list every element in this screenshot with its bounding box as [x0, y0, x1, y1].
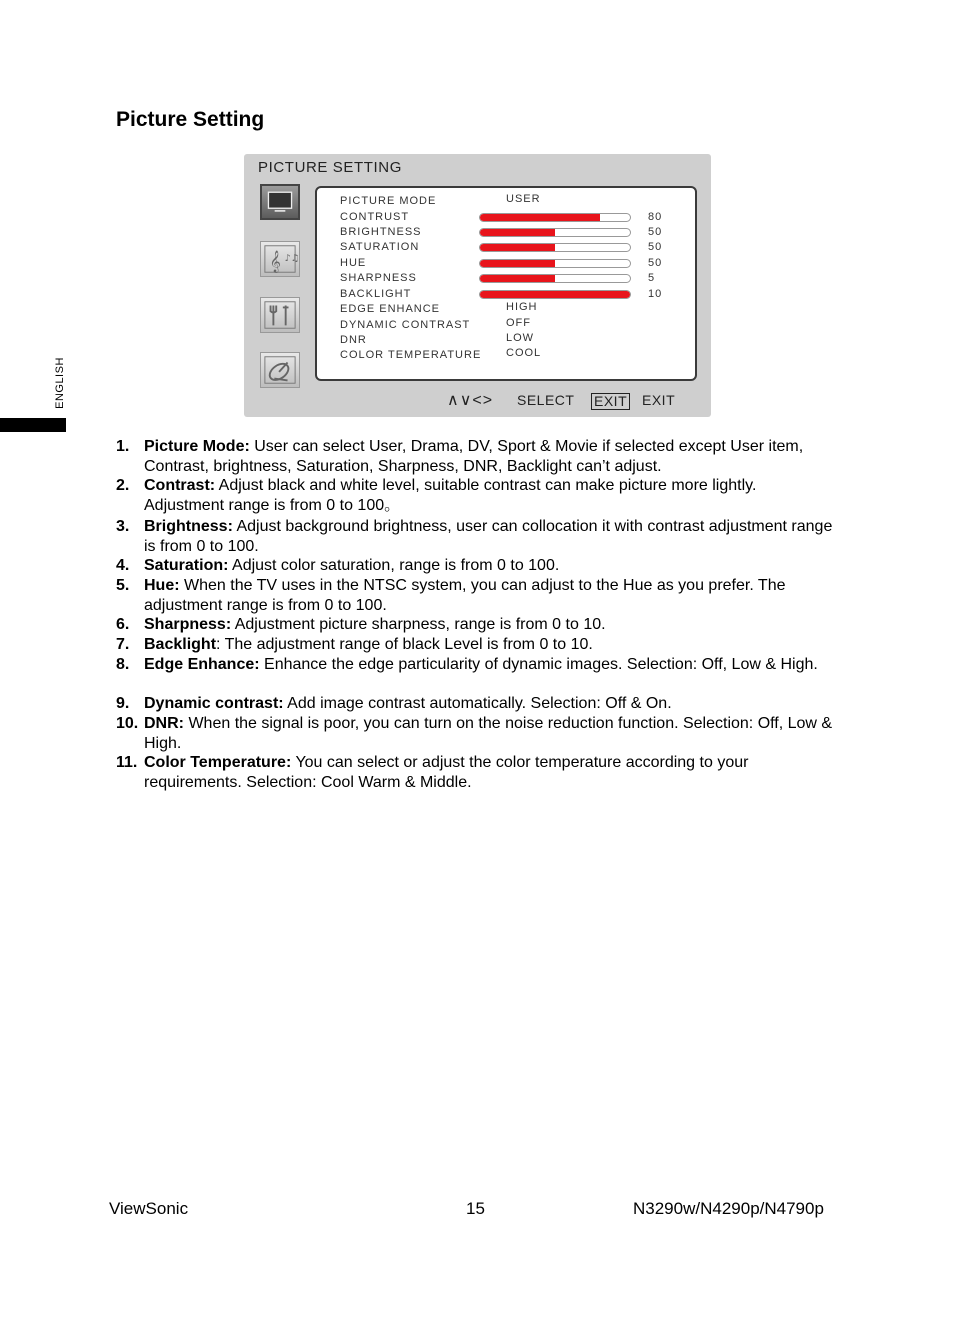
item-term: DNR:	[144, 715, 184, 732]
item-number: 10.	[116, 715, 139, 732]
item-number: 5.	[116, 577, 130, 594]
osd-label: CONTRUST	[340, 211, 410, 223]
picture-icon[interactable]	[260, 184, 300, 220]
language-label: ENGLISH	[54, 357, 66, 409]
item-term: Picture Mode:	[144, 438, 250, 455]
osd-title: PICTURE SETTING	[258, 159, 403, 176]
osd-row-edge-enhance[interactable]	[317, 303, 697, 318]
select-hint: SELECT	[517, 392, 575, 408]
item-text: Adjust background brightness, user can collocation it with contrast adjustment range is from 0 to 100.	[144, 518, 833, 555]
item-term: Sharpness:	[144, 616, 232, 633]
sound-icon[interactable]	[260, 241, 300, 277]
osd-label: DYNAMIC CONTRAST	[340, 319, 471, 331]
exit-hint: EXIT	[642, 392, 676, 408]
osd-row-contrast[interactable]	[317, 211, 697, 226]
osd-row-brightness[interactable]	[317, 226, 697, 241]
navigation-arrows-icon: ∧∨<>	[447, 392, 494, 409]
item-text: You can select or adjust the color temperature according to your requirements. Selection: Cool Warm & Middle.	[144, 754, 749, 791]
osd-option: COOL	[506, 347, 542, 359]
language-tab-marker	[0, 418, 66, 432]
svg-text:𝄞: 𝄞	[269, 250, 281, 273]
osd-label: PICTURE MODE	[340, 195, 437, 207]
item-number: 7.	[116, 636, 130, 653]
item-term: Saturation:	[144, 557, 229, 574]
item-term: Dynamic contrast:	[144, 695, 284, 712]
osd-row-hue[interactable]	[317, 257, 697, 272]
item-number: 2.	[116, 477, 130, 494]
item-term: Color Temperature:	[144, 754, 292, 771]
osd-slider-fill	[480, 229, 555, 236]
osd-slider[interactable]	[479, 290, 631, 299]
svg-text:♪♫: ♪♫	[284, 252, 299, 264]
osd-row-color-temperature[interactable]	[317, 349, 697, 364]
item-text: Enhance the edge particularity of dynamic images. Selection: Off, Low & High.	[259, 656, 818, 673]
item-text: Adjustment picture sharpness, range is from 0 to 10.	[231, 616, 606, 633]
osd-slider[interactable]	[479, 259, 631, 268]
osd-label: SHARPNESS	[340, 272, 417, 284]
osd-value: 50	[648, 257, 663, 269]
osd-slider-fill	[480, 214, 600, 221]
osd-label: BRIGHTNESS	[340, 226, 422, 238]
osd-row-sharpness[interactable]	[317, 272, 697, 287]
osd-menu	[244, 154, 711, 417]
osd-label: EDGE ENHANCE	[340, 303, 441, 315]
osd-row-picture-mode[interactable]	[317, 195, 697, 210]
osd-slider-fill	[480, 244, 555, 251]
item-term: Brightness:	[144, 518, 233, 535]
item-text: Adjust color saturation, range is from 0 to 100.	[228, 557, 560, 574]
item-text: Adjust black and white level, suitable contrast can make picture more lightly. Adjustment range is from 0 to 100。	[144, 477, 757, 514]
item-number: 6.	[116, 616, 130, 633]
osd-value: 5	[648, 272, 656, 284]
item-number: 4.	[116, 557, 130, 574]
page-number: 15	[466, 1199, 485, 1218]
osd-slider-fill	[480, 275, 555, 282]
osd-value: 10	[648, 288, 663, 300]
footer-model: N3290w/N4290p/N4790p	[633, 1199, 824, 1218]
osd-label: BACKLIGHT	[340, 288, 412, 300]
item-text: When the TV uses in the NTSC system, you can adjust to the Hue as you prefer. The adjustment range is from 0 to 100.	[144, 577, 786, 614]
osd-slider[interactable]	[479, 228, 631, 237]
osd-slider[interactable]	[479, 274, 631, 283]
osd-value: 80	[648, 211, 663, 223]
exit-key[interactable]: EXIT	[591, 393, 630, 410]
osd-value: 50	[648, 241, 663, 253]
osd-slider[interactable]	[479, 243, 631, 252]
item-number: 8.	[116, 656, 130, 673]
satellite-icon[interactable]	[260, 352, 300, 388]
osd-slider-fill	[480, 291, 630, 298]
osd-option: HIGH	[506, 301, 538, 313]
footer-brand: ViewSonic	[109, 1199, 189, 1218]
item-term: Hue:	[144, 577, 180, 594]
item-number: 1.	[116, 438, 130, 455]
item-text: Add image contrast automatically. Selection: Off & On.	[283, 695, 672, 712]
tools-icon[interactable]	[260, 297, 300, 333]
osd-settings-panel	[315, 186, 697, 381]
item-term: Contrast:	[144, 477, 216, 494]
section-title: Picture Setting	[116, 108, 265, 131]
item-term: Edge Enhance:	[144, 656, 260, 673]
osd-value: 50	[648, 226, 663, 238]
osd-label: COLOR TEMPERATURE	[340, 349, 482, 361]
osd-label: DNR	[340, 334, 367, 346]
item-text: : The adjustment range of black Level is from 0 to 10.	[216, 636, 593, 653]
osd-slider-fill	[480, 260, 555, 267]
osd-option: LOW	[506, 332, 535, 344]
osd-label: HUE	[340, 257, 367, 269]
osd-option: OFF	[506, 317, 531, 329]
osd-slider[interactable]	[479, 213, 631, 222]
item-text: When the signal is poor, you can turn on the noise reduction function. Selection: Off, Low & High.	[144, 715, 833, 752]
osd-row-saturation[interactable]	[317, 241, 697, 256]
language-tab	[53, 352, 67, 414]
item-term: Backlight	[144, 636, 217, 653]
item-text: User can select User, Drama, DV, Sport & Movie if selected except User item, Contrast, brightness, Saturation, Sharpness, DNR, Backlight can’t adjust.	[144, 438, 804, 475]
item-number: 11.	[116, 754, 138, 771]
osd-option: USER	[506, 193, 541, 205]
item-number: 9.	[116, 695, 130, 712]
item-number: 3.	[116, 518, 130, 535]
osd-label: SATURATION	[340, 241, 420, 253]
